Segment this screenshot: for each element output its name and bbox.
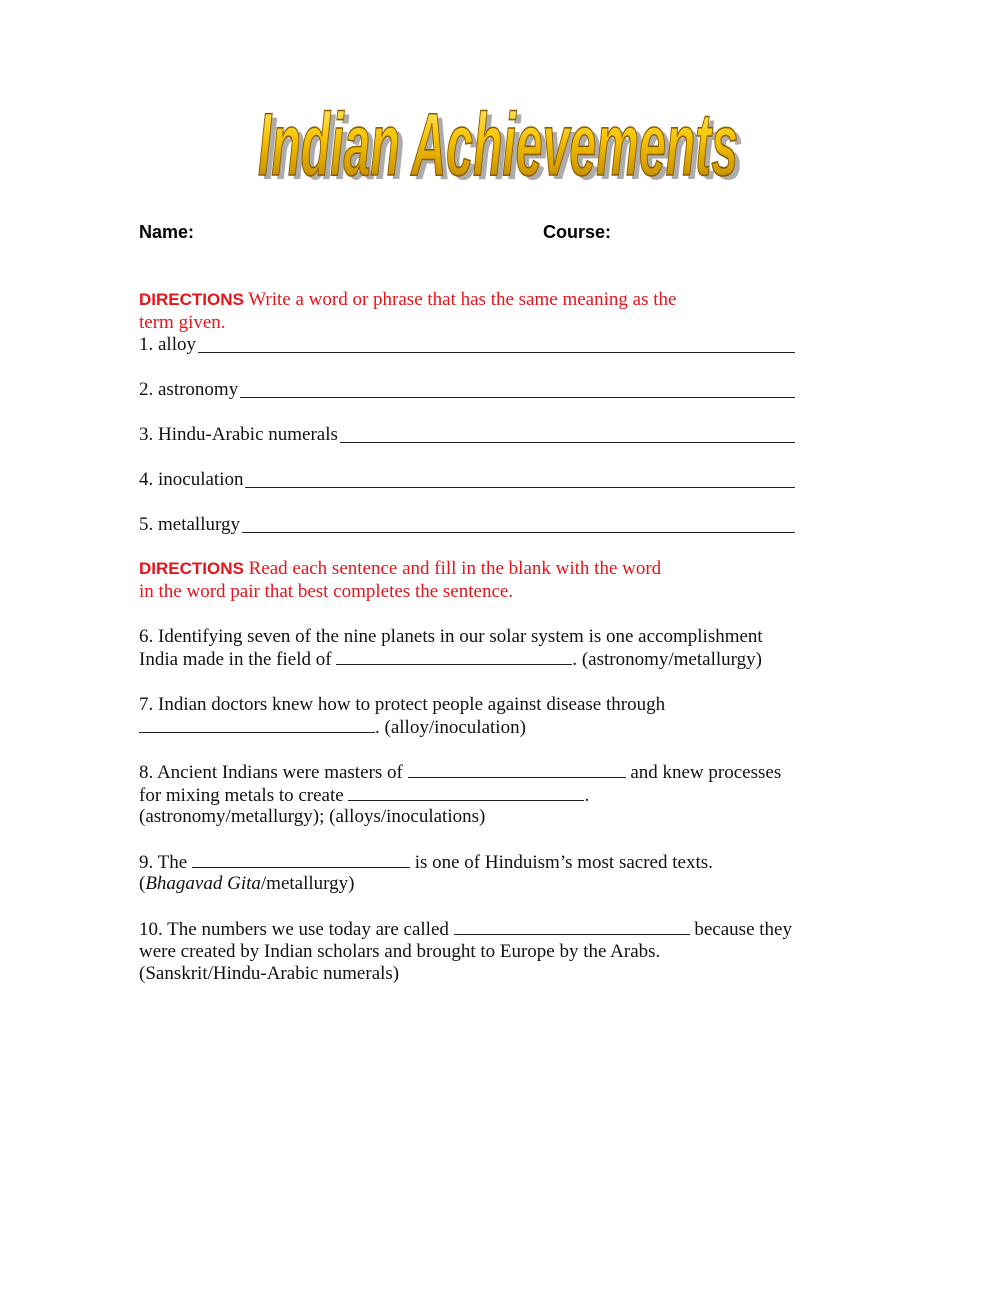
directions-2-keyword: DIRECTIONS [139,559,244,578]
vocab-item-4 [139,469,795,491]
question-7-line1: 7. Indian doctors knew how to protect people against disease through [139,694,666,715]
answer-blank-9[interactable] [192,851,410,868]
vocab-item-5 [139,514,795,536]
directions-2-text: Read each sentence and fill in the blank with the word [243,558,662,579]
question-6-line1: 6. Identifying seven of the nine planets in our solar system is one accomplishment [139,626,763,647]
question-9-option-italic: Bhagavad Gita [145,873,261,894]
vocab-item-1 [139,334,795,356]
course-label: Course: [543,222,612,242]
directions-2-line2: in the word pair that best completes the sentence. [139,581,514,602]
question-10-options: (Sanskrit/Hindu-Arabic numerals) [139,963,400,984]
answer-blank[interactable] [242,514,795,533]
vocab-item-label: 1. alloy [139,334,196,355]
question-8-text-b: and knew processes [625,762,782,783]
question-9-options [139,873,354,895]
question-8-text-c: for mixing metals to create [139,785,349,806]
question-7-options: . (alloy/inoculation) [375,717,526,738]
question-8-line2 [139,784,589,807]
question-9-option-b: /metallurgy) [260,873,355,894]
vocab-item-label: 2. astronomy [139,379,239,400]
answer-blank-10[interactable] [454,918,690,935]
question-9-text: 9. The [139,852,192,873]
worksheet-title [230,80,770,200]
directions-1 [139,289,676,311]
vocab-item-3 [139,424,795,446]
directions-1-keyword: DIRECTIONS [139,290,244,309]
question-10-line1 [139,918,792,941]
title-shadow: Indian Achievements [263,98,743,199]
question-10-text: 10. The numbers we use today are called [139,919,454,940]
directions-1-text: Write a word or phrase that has the same meaning as the [243,289,677,310]
answer-blank[interactable] [198,334,795,353]
question-9-paren: ( [139,873,146,894]
question-8-period: . [584,785,590,806]
question-9-text-b: is one of Hinduism’s most sacred texts. [409,852,713,873]
question-8-text: 8. Ancient Indians were masters of [139,762,408,783]
answer-blank[interactable] [240,379,795,398]
question-9-line1 [139,851,713,874]
answer-blank-6[interactable] [336,648,572,665]
directions-2 [139,558,661,580]
question-10-text-b: because they [689,919,792,940]
answer-blank[interactable] [340,424,795,443]
name-label: Name: [139,222,195,242]
title-text: Indian Achievements [258,94,738,195]
directions-1-line2: term given. [139,312,226,333]
vocab-item-label: 3. Hindu-Arabic numerals [139,424,338,445]
question-6-options: . (astronomy/metallurgy) [572,649,762,670]
vocab-item-2 [139,379,795,401]
question-7-line2 [139,716,526,739]
answer-blank-8b[interactable] [348,784,584,801]
answer-blank-8a[interactable] [408,761,626,778]
answer-blank[interactable] [245,469,795,488]
question-10-line2: were created by Indian scholars and brought to Europe by the Arabs. [139,941,661,962]
question-6-line2 [139,648,762,671]
vocab-item-label: 4. inoculation [139,469,244,490]
question-6-text: India made in the field of [139,649,337,670]
question-8-options: (astronomy/metallurgy); (alloys/inoculations) [139,806,486,827]
vocab-item-label: 5. metallurgy [139,514,240,535]
answer-blank-7[interactable] [139,716,375,733]
question-8-line1 [139,761,781,784]
